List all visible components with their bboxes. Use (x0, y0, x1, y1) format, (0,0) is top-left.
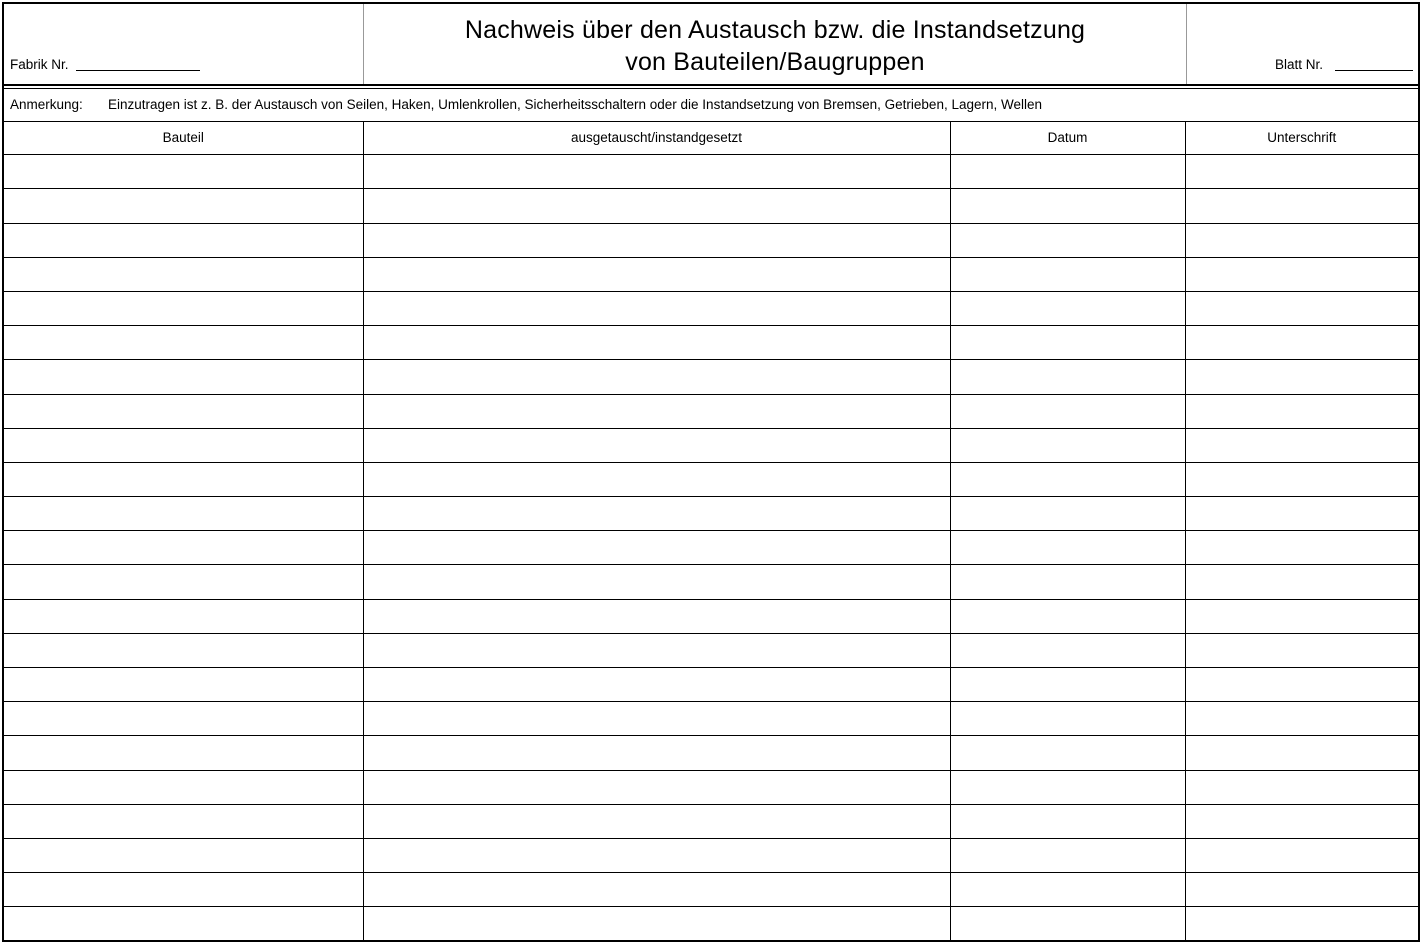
datum-cell[interactable] (950, 702, 1185, 736)
table-row (4, 770, 1418, 804)
datum-cell[interactable] (950, 770, 1185, 804)
unterschrift-cell[interactable] (1185, 838, 1418, 872)
unterschrift-cell[interactable] (1185, 565, 1418, 599)
datum-cell[interactable] (950, 428, 1185, 462)
datum-cell[interactable] (950, 736, 1185, 770)
datum-cell[interactable] (950, 155, 1185, 189)
bauteil-cell[interactable] (4, 736, 363, 770)
ausgetauscht-cell[interactable] (363, 360, 950, 394)
table-row (4, 804, 1418, 838)
ausgetauscht-cell[interactable] (363, 257, 950, 291)
table-row (4, 838, 1418, 872)
ausgetauscht-cell[interactable] (363, 326, 950, 360)
table-row (4, 736, 1418, 770)
bauteil-cell[interactable] (4, 770, 363, 804)
unterschrift-cell[interactable] (1185, 326, 1418, 360)
bauteil-cell[interactable] (4, 360, 363, 394)
table-row (4, 291, 1418, 325)
column-header-unterschrift: Unterschrift (1185, 121, 1418, 155)
ausgetauscht-cell[interactable] (363, 633, 950, 667)
header-right-cell (1187, 4, 1418, 84)
table-row (4, 668, 1418, 702)
ausgetauscht-cell[interactable] (363, 531, 950, 565)
fabrik-nr-label: Fabrik Nr. (10, 57, 69, 72)
title-line-1: Nachweis über den Austausch bzw. die Instandsetzung (464, 16, 1086, 44)
ausgetauscht-cell[interactable] (363, 907, 950, 941)
unterschrift-cell[interactable] (1185, 702, 1418, 736)
table-row (4, 428, 1418, 462)
ausgetauscht-cell[interactable] (363, 394, 950, 428)
datum-cell[interactable] (950, 189, 1185, 223)
bauteil-cell[interactable] (4, 291, 363, 325)
table-row (4, 394, 1418, 428)
datum-cell[interactable] (950, 599, 1185, 633)
bauteil-cell[interactable] (4, 531, 363, 565)
ausgetauscht-cell[interactable] (363, 873, 950, 907)
ausgetauscht-cell[interactable] (363, 838, 950, 872)
column-header-bauteil: Bauteil (4, 121, 363, 155)
table-row (4, 633, 1418, 667)
fabrik-nr-field[interactable] (76, 70, 200, 71)
unterschrift-cell[interactable] (1185, 189, 1418, 223)
ausgetauscht-cell[interactable] (363, 462, 950, 496)
datum-cell[interactable] (950, 873, 1185, 907)
ausgetauscht-cell[interactable] (363, 428, 950, 462)
table-row (4, 873, 1418, 907)
bauteil-cell[interactable] (4, 804, 363, 838)
form-sheet (2, 2, 1420, 942)
bauteil-cell[interactable] (4, 599, 363, 633)
table-row (4, 702, 1418, 736)
ausgetauscht-cell[interactable] (363, 668, 950, 702)
unterschrift-cell[interactable] (1185, 599, 1418, 633)
bauteil-cell[interactable] (4, 838, 363, 872)
unterschrift-cell[interactable] (1185, 360, 1418, 394)
bauteil-cell[interactable] (4, 155, 363, 189)
datum-cell[interactable] (950, 565, 1185, 599)
ausgetauscht-cell[interactable] (363, 599, 950, 633)
table-row (4, 326, 1418, 360)
unterschrift-cell[interactable] (1185, 668, 1418, 702)
datum-cell[interactable] (950, 291, 1185, 325)
unterschrift-cell[interactable] (1185, 462, 1418, 496)
bauteil-cell[interactable] (4, 873, 363, 907)
remark-row (4, 88, 1418, 122)
bauteil-cell[interactable] (4, 223, 363, 257)
table-row (4, 257, 1418, 291)
ausgetauscht-cell[interactable] (363, 155, 950, 189)
table-row (4, 462, 1418, 496)
table-row (4, 497, 1418, 531)
datum-cell[interactable] (950, 257, 1185, 291)
unterschrift-cell[interactable] (1185, 394, 1418, 428)
header-left-cell (4, 4, 364, 84)
remark-text: Einzutragen ist z. B. der Austausch von Seilen, Haken, Umlenkrollen, Sicherheitsschaltern oder die Instandsetzung von Bremsen, Getrieben, Lagern, Wellen (108, 97, 1043, 112)
table-row (4, 531, 1418, 565)
table-row (4, 599, 1418, 633)
bauteil-cell[interactable] (4, 428, 363, 462)
datum-cell[interactable] (950, 633, 1185, 667)
remark-label: Anmerkung: (10, 97, 83, 112)
datum-cell[interactable] (950, 394, 1185, 428)
table-header-row (4, 121, 1418, 155)
ausgetauscht-cell[interactable] (363, 291, 950, 325)
unterschrift-cell[interactable] (1185, 155, 1418, 189)
ausgetauscht-cell[interactable] (363, 189, 950, 223)
ausgetauscht-cell[interactable] (363, 223, 950, 257)
bauteil-cell[interactable] (4, 907, 363, 941)
bauteil-cell[interactable] (4, 668, 363, 702)
log-table (4, 121, 1418, 941)
table-row (4, 155, 1418, 189)
unterschrift-cell[interactable] (1185, 497, 1418, 531)
unterschrift-cell[interactable] (1185, 736, 1418, 770)
bauteil-cell[interactable] (4, 702, 363, 736)
datum-cell[interactable] (950, 497, 1185, 531)
unterschrift-cell[interactable] (1185, 633, 1418, 667)
column-header-ausgetauscht: ausgetauscht/instandgesetzt (363, 121, 950, 155)
unterschrift-cell[interactable] (1185, 428, 1418, 462)
table-row (4, 907, 1418, 941)
datum-cell[interactable] (950, 360, 1185, 394)
bauteil-cell[interactable] (4, 257, 363, 291)
page-title (364, 14, 1186, 78)
bauteil-cell[interactable] (4, 189, 363, 223)
table-row (4, 360, 1418, 394)
bauteil-cell[interactable] (4, 326, 363, 360)
ausgetauscht-cell[interactable] (363, 497, 950, 531)
form-header (4, 4, 1418, 86)
datum-cell[interactable] (950, 462, 1185, 496)
table-row (4, 223, 1418, 257)
blatt-nr-label: Blatt Nr. (1275, 57, 1324, 72)
bauteil-cell[interactable] (4, 462, 363, 496)
datum-cell[interactable] (950, 907, 1185, 941)
table-row (4, 189, 1418, 223)
datum-cell[interactable] (950, 223, 1185, 257)
title-line-2: von Bauteilen/Baugruppen (625, 48, 925, 76)
ausgetauscht-cell[interactable] (363, 565, 950, 599)
unterschrift-cell[interactable] (1185, 804, 1418, 838)
header-title-cell (364, 4, 1187, 84)
unterschrift-cell[interactable] (1185, 531, 1418, 565)
ausgetauscht-cell[interactable] (363, 736, 950, 770)
ausgetauscht-cell[interactable] (363, 804, 950, 838)
bauteil-cell[interactable] (4, 633, 363, 667)
unterschrift-cell[interactable] (1185, 223, 1418, 257)
ausgetauscht-cell[interactable] (363, 702, 950, 736)
datum-cell[interactable] (950, 326, 1185, 360)
unterschrift-cell[interactable] (1185, 873, 1418, 907)
bauteil-cell[interactable] (4, 497, 363, 531)
unterschrift-cell[interactable] (1185, 257, 1418, 291)
unterschrift-cell[interactable] (1185, 907, 1418, 941)
unterschrift-cell[interactable] (1185, 770, 1418, 804)
unterschrift-cell[interactable] (1185, 291, 1418, 325)
datum-cell[interactable] (950, 531, 1185, 565)
ausgetauscht-cell[interactable] (363, 770, 950, 804)
datum-cell[interactable] (950, 838, 1185, 872)
datum-cell[interactable] (950, 668, 1185, 702)
bauteil-cell[interactable] (4, 565, 363, 599)
bauteil-cell[interactable] (4, 394, 363, 428)
column-header-datum: Datum (950, 121, 1185, 155)
table-body (4, 155, 1418, 941)
datum-cell[interactable] (950, 804, 1185, 838)
table-row (4, 565, 1418, 599)
blatt-nr-field[interactable] (1335, 70, 1413, 71)
